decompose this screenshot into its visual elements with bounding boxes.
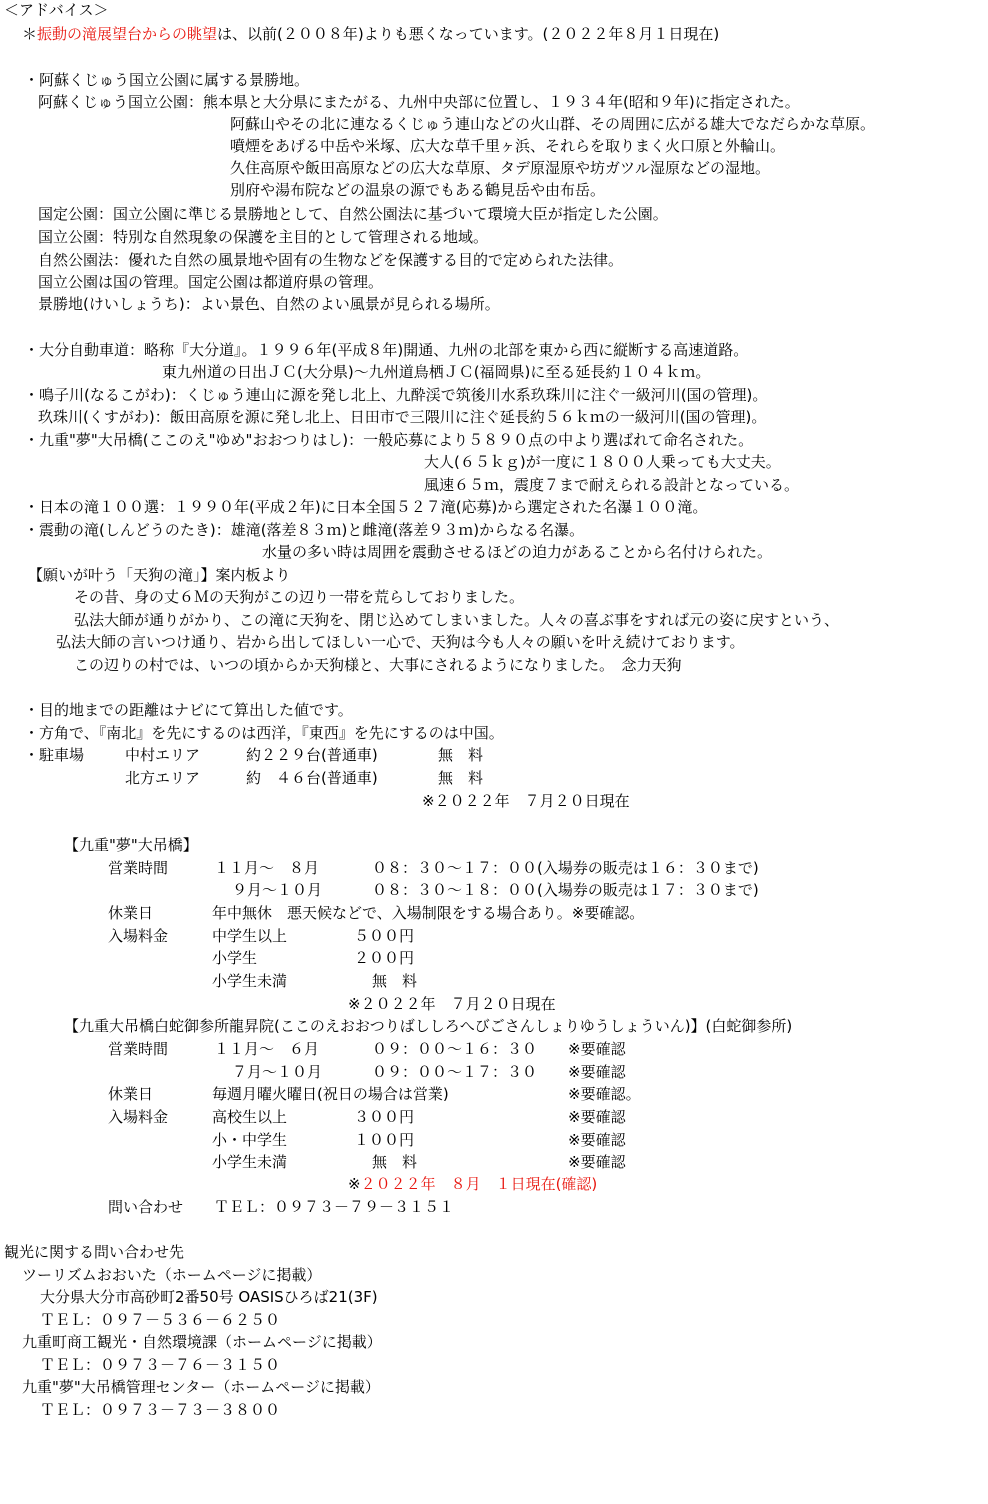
contact-line: ＴＥＬ：０９７３－７６－３１５０ (40, 1356, 281, 1374)
parking-note: ※２０２２年 ７月２０日現在 (422, 792, 630, 810)
advice-line: 国立公園は国の管理。国定公園は都道府県の管理。 (38, 273, 384, 291)
temple-closed-note: ※要確認。 (568, 1085, 641, 1103)
contacts-heading: 観光に関する問い合わせ先 (4, 1243, 185, 1261)
bridge-closed-label: 休業日 (108, 904, 154, 922)
temple-fee-who: 小・中学生 (212, 1131, 288, 1149)
temple-hours-note: ※要確認 (568, 1063, 626, 1081)
advice-line: 国定公園：国立公園に準じる景勝地として、自然公園法に基づいて環境大臣が指定した公園。 (38, 205, 668, 223)
contact-line: 九重"夢"大吊橋管理センター（ホームページに掲載） (22, 1378, 380, 1396)
advice-line: 風速６５ｍ，震度７まで耐えられる設計となっている。 (424, 476, 800, 494)
advice-line: この辺りの村では、いつの頃からか天狗様と、大事にされるようになりました。 念力天狗 (74, 656, 682, 674)
advice-line: ・鳴子川(なるこがわ)：くじゅう連山に源を発し北上、九酔渓で筑後川水系玖珠川に注ぐ一級河川(国の管理)。 (24, 386, 768, 404)
parking-fee: 無 料 (438, 769, 484, 787)
advice-line: ・方角で、『南北』を先にするのは西洋，『東西』を先にするのは中国。 (24, 724, 504, 742)
bridge-hours-period: ９月～１０月 (232, 881, 323, 899)
advice-heading: ＜アドバイス＞ (4, 1, 109, 19)
bridge-hours-time: ０８：３０～１７：００(入場券の販売は１６：３０まで) (372, 859, 759, 877)
temple-hours-time: ０９：００～１７：３０ (372, 1063, 538, 1081)
bridge-hours-label: 営業時間 (108, 859, 169, 877)
temple-fee-price: 無 料 (372, 1153, 418, 1171)
temple-closed-label: 休業日 (108, 1085, 154, 1103)
advice-line: その昔、身の丈６Ｍの天狗がこの辺り一帯を荒らしておりました。 (74, 588, 525, 606)
parking-count: 約２２９台(普通車) (246, 746, 378, 764)
contact-line: ＴＥＬ：０９７－５３６－６２５０ (40, 1311, 281, 1329)
temple-hours-label: 営業時間 (108, 1040, 169, 1058)
temple-fee-price: １００円 (354, 1131, 415, 1149)
bridge-closed: 年中無休 悪天候などで、入場制限をする場合あり。※要確認。 (212, 904, 645, 922)
temple-hours-period: ７月～１０月 (232, 1063, 323, 1081)
parking-area: 北方エリア (125, 769, 201, 787)
advice-line: 【願いが叶う「天狗の滝」】案内板より (28, 566, 291, 584)
temple-note (348, 1174, 597, 1194)
temple-note-mark: ※ (348, 1175, 361, 1193)
parking-fee: 無 料 (438, 746, 484, 764)
advice-line: 大人(６５ｋｇ)が一度に１８００人乗っても大丈夫。 (424, 453, 781, 471)
advice-line: ・九重"夢"大吊橋(ここのえ"ゆめ"おおつりはし)：一般応募により５８９０点の中より選ばれて命名された。 (24, 431, 754, 449)
bridge-note: ※２０２２年 ７月２０日現在 (348, 995, 556, 1013)
advice-line: 久住高原や飯田高原などの広大な草原、タデ原湿原や坊ガツル湿原などの湿地。 (230, 159, 771, 177)
view-notice-red: 振動の滝展望台からの眺望 (37, 25, 218, 43)
parking-label: ・駐車場 (24, 746, 85, 764)
advice-line: 噴煙をあげる中岳や米塚、広大な草千里ヶ浜、それらを取りまく火口原と外輪山。 (230, 137, 786, 155)
advice-line: 自然公園法：優れた自然の風景地や固有の生物などを保護する目的で定められた法律。 (38, 251, 624, 269)
advice-line: 水量の多い時は周囲を震動させるほどの迫力があることから名付けられた。 (262, 543, 773, 561)
bridge-fee-price: ５００円 (354, 927, 415, 945)
contact-line: 九重町商工観光・自然環境課（ホームページに掲載） (22, 1333, 382, 1351)
temple-title: 【九重大吊橋白蛇御参所龍昇院(ここのえおおつりばししろへびごさんしょりゆうしょういん)】(白蛇御参所) (64, 1017, 793, 1035)
bridge-fee-price: 無 料 (372, 972, 418, 990)
advice-line: 玖珠川(くすがわ)：飯田高原を源に発し北上、日田市で三隈川に注ぐ延長約５６ｋｍの一級河川(国の管理)。 (38, 408, 767, 426)
view-notice-text: は、以前(２００８年)よりも悪くなっています。(２０２２年８月１日現在) (217, 25, 720, 43)
advice-line: 国立公園：特別な自然現象の保護を主目的として管理される地域。 (38, 228, 489, 246)
contact-line: 大分県大分市高砂町2番50号 OASISひろば21(3F) (40, 1288, 378, 1306)
temple-hours-period: １１月～ ６月 (214, 1040, 320, 1058)
parking-area: 中村エリア (125, 746, 201, 764)
advice-line: 弘法大師の言いつけ通り、岩から出してほしい一心で、天狗は今も人々の願いを叶え続けております。 (56, 633, 745, 651)
bridge-fee-price: ２００円 (354, 949, 415, 967)
advice-line: ・目的地までの距離はナビにて算出した値です。 (24, 701, 353, 719)
view-notice (22, 24, 719, 44)
contact-line: ツーリズムおおいた（ホームページに掲載） (22, 1266, 322, 1284)
advice-line: 阿蘇山やその北に連なるくじゅう連山などの火山群、その周囲に広がる雄大でなだらかな草原。 (230, 115, 876, 133)
temple-fee-who: 高校生以上 (212, 1108, 288, 1126)
temple-fee-note: ※要確認 (568, 1153, 626, 1171)
advice-line: ・震動の滝(しんどうのたき)：雄滝(落差８３ｍ)と雌滝(落差９３ｍ)からなる名瀑。 (24, 521, 585, 539)
temple-fee-price: ３００円 (354, 1108, 415, 1126)
temple-contact-label: 問い合わせ (108, 1198, 184, 1216)
bridge-fee-who: 小学生未満 (212, 972, 288, 990)
bridge-fee-who: 小学生 (212, 949, 258, 967)
advice-line: ・大分自動車道：略称『大分道』。１９９６年(平成８年)開通、九州の北部を東から西に縦断する高速道路。 (24, 341, 749, 359)
advice-line: ・阿蘇くじゅう国立公園に属する景勝地。 (24, 71, 310, 89)
temple-fee-who: 小学生未満 (212, 1153, 288, 1171)
temple-hours-time: ０９：００～１６：３０ (372, 1040, 538, 1058)
advice-line: 弘法大師が通りがかり、この滝に天狗を、閉じ込めてしまいました。人々の喜ぶ事をすれば元の姿に戻すという、 (74, 611, 840, 629)
advice-line: 東九州道の日出ＪＣ(大分県)～九州道鳥栖ＪＣ(福岡県)に至る延長約１０４ｋｍ。 (162, 363, 711, 381)
temple-hours-note: ※要確認 (568, 1040, 626, 1058)
bridge-fee-label: 入場料金 (108, 927, 169, 945)
bridge-fee-who: 中学生以上 (212, 927, 288, 945)
advice-line: ・日本の滝１００選：１９９０年(平成２年)に日本全国５２７滝(応募)から選定された名瀑１００滝。 (24, 498, 708, 516)
temple-contact-tel: ＴＥＬ：０９７３－７９－３１５１ (214, 1198, 455, 1216)
temple-fee-label: 入場料金 (108, 1108, 169, 1126)
temple-closed: 毎週月曜火曜日(祝日の場合は営業) (212, 1085, 449, 1103)
temple-fee-note: ※要確認 (568, 1108, 626, 1126)
temple-note-date: ２０２２年 ８月 １日現在(確認) (360, 1175, 598, 1193)
advice-line: 別府や湯布院などの温泉の源でもある鶴見岳や由布岳。 (230, 181, 606, 199)
parking-count: 約 ４６台(普通車) (246, 769, 378, 787)
bridge-hours-time: ０８：３０～１８：００(入場券の販売は１７：３０まで) (372, 881, 759, 899)
advice-line: 阿蘇くじゅう国立公園：熊本県と大分県にまたがる、九州中央部に位置し、１９３４年(昭和９年)に指定された。 (38, 93, 800, 111)
advice-line: 景勝地(けいしょうち)：よい景色、自然のよい風景が見られる場所。 (38, 295, 500, 313)
view-notice-mark: ＊ (22, 25, 38, 43)
bridge-hours-period: １１月～ ８月 (214, 859, 320, 877)
temple-fee-note: ※要確認 (568, 1131, 626, 1149)
bridge-title: 【九重"夢"大吊橋】 (64, 836, 198, 854)
contact-line: ＴＥＬ：０９７３－７３－３８００ (40, 1401, 281, 1419)
